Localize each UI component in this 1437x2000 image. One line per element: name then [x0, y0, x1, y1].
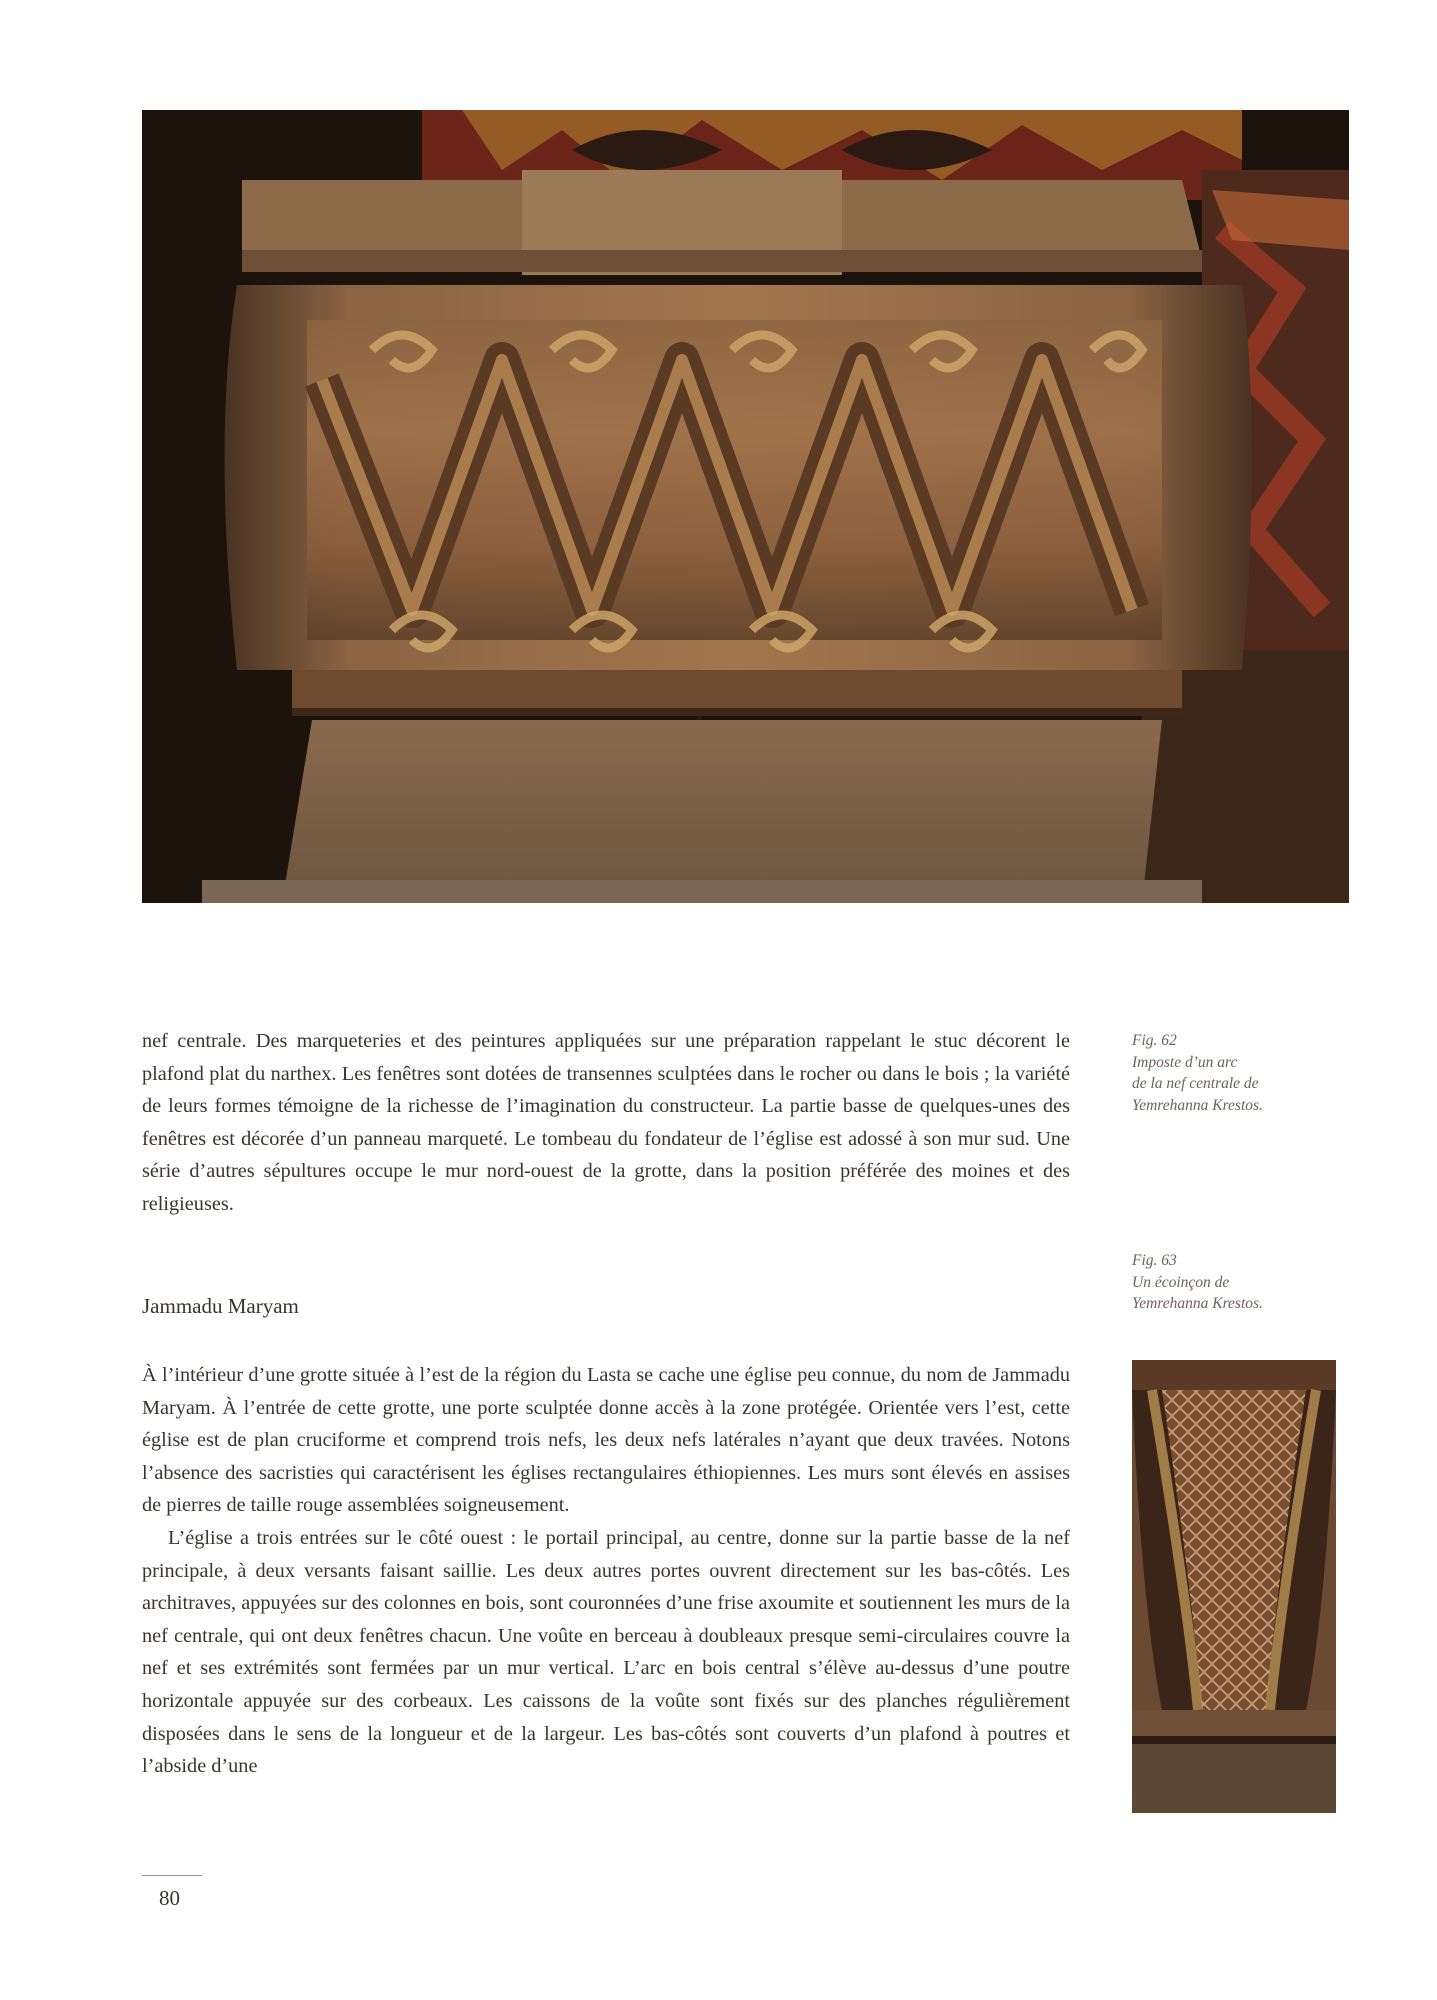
figure-62-number: Fig. 62: [1132, 1032, 1177, 1049]
figure-63-caption: [1132, 1250, 1362, 1315]
section-heading: Jammadu Maryam: [142, 1294, 299, 1318]
figure-62-caption-line: Yemrehanna Krestos.: [1132, 1096, 1263, 1114]
impost-illustration: [142, 110, 1349, 903]
spandrel-photo: [1132, 1360, 1336, 1813]
figure-62-caption-line: de la nef centrale de: [1132, 1075, 1259, 1092]
figure-62-caption-line: Imposte d’un arc: [1132, 1053, 1238, 1071]
paragraph-text: nef centrale. Des marqueteries et des peintures appliquées sur une préparation rappelant le stuc décorent le plafond plat du narthex. Les fenêtres sont dotées de transennes sculptées dans le rocher ou dans le bois ; la variété de leurs formes témoigne de la richesse de l’imagination du constructeur. La partie basse de quelques-unes des fenêtres est décorée d’un panneau marqueté. Le tombeau du fondateur de l’église est adossé à son mur sud. Une série d’autres sépultures occupe le mur nord-ouest de la grotte, dans la position préférée des moines et des religieuses.: [142, 1030, 1070, 1215]
figure-63-caption-line: Yemrehanna Krestos.: [1132, 1295, 1263, 1312]
body-paragraph-1: [142, 1025, 1070, 1221]
body-paragraph-2: À l’intérieur d’une grotte située à l’est de la région du Lasta se cache une église peu connue, du nom de Jammadu Maryam. À l’entrée de cette grotte, une porte sculptée donne accès à la zone protégée. Orientée vers l’est, cette église est de plan cruciforme et comprend trois nefs, les deux nefs latérales n’ayant que deux travées. Notons l’absence des sacristies qui caractérisent les églises rectangulaires éthiopiennes. Les murs sont élevés en assises de pierres de taille rouge assemblées soigneusement.: [142, 1364, 1070, 1517]
figure-62-caption: [1132, 1030, 1362, 1116]
page-number: 80: [159, 1886, 180, 1910]
body-paragraph-3: L’église a trois entrées sur le côté ouest : le portail principal, au centre, donne sur la partie basse de la nef principale, à deux versants faisant saillie. Les deux autres portes ouvrent directement sur les bas-côtés. Les architraves, appuyées sur des colonnes en bois, sont couronnées d’une frise axoumite et soutiennent les murs de la nef centrale, qui ont deux fenêtres chacun. Une voûte en berceau à doubleaux presque semi-circulaires couvre la nef et ses extrémités sont fermées par un mur vertical. L’arc en bois central s’élève au-dessus d’une poutre horizontale appuyée sur des corbeaux. Les caissons de la voûte sont fixés sur des planches régulièrement disposées dans le sens de la longueur et de la largeur. Les bas-côtés sont couverts d’un plafond à poutres et l’abside d’une: [142, 1526, 1070, 1778]
figure-63-caption-line: Un écoinçon de: [1132, 1273, 1230, 1291]
spandrel-illustration: [1132, 1360, 1336, 1813]
page-number-rule: [142, 1875, 202, 1876]
section-body: [142, 1359, 1070, 1783]
figure-63-number: Fig. 63: [1132, 1252, 1177, 1269]
carved-wooden-impost-photo: [142, 110, 1349, 903]
